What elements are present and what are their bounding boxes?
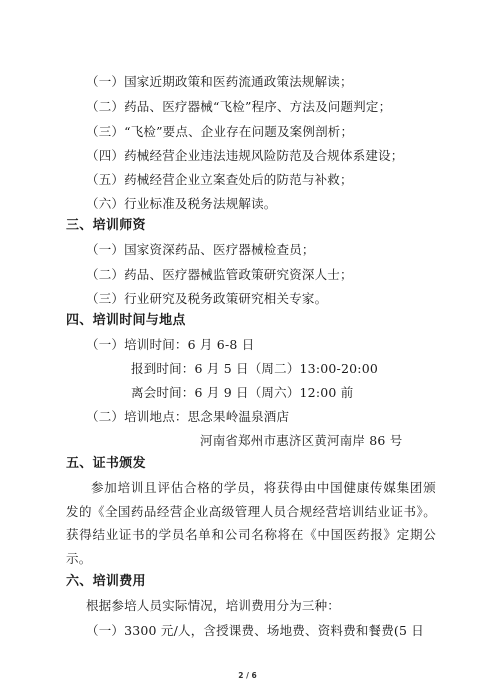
report-time-line: 报到时间：6 月 5 日（周二）13:00-20:00	[131, 361, 378, 376]
teacher-item-1: （一）国家资深药品、医疗器械检查员；	[86, 242, 315, 257]
topic-item-4: （四）药械经营企业违法违规风险防范及合规体系建设；	[86, 148, 404, 163]
teacher-item-3: （三）行业研究及税务政策研究相关专家。	[86, 291, 328, 306]
topic-item-6: （六）行业标准及税务法规解读。	[86, 196, 277, 211]
time-place-heading: 四、培训时间与地点	[66, 313, 186, 328]
training-time-line: （一）培训时间：6 月 6-8 日	[86, 337, 255, 352]
certificate-paragraph: 参加培训且评估合格的学员，将获得由中国健康传媒集团颁发的《全国药品经营企业高级管理人员合规经营培训结业证书》。获得结业证书的学员名单和公司名称将在《中国医药报》定期公示。	[66, 480, 436, 566]
teachers-heading: 三、培训师资	[66, 218, 146, 233]
topic-item-3: （三）“飞检”要点、企业存在问题及案例剖析；	[86, 124, 354, 139]
fees-intro: 根据参培人员实际情况，培训费用分为三种：	[86, 598, 341, 613]
leave-time-line: 离会时间：6 月 9 日（周六）12:00 前	[131, 385, 354, 400]
teacher-item-2: （二）药品、医疗器械监管政策研究资深人士；	[86, 267, 353, 282]
address-line: 河南省郑州市惠济区黄河南岸 86 号	[200, 433, 403, 448]
topic-item-2: （二）药品、医疗器械“飞检”程序、方法及问题判定；	[86, 99, 392, 114]
fees-item-1: （一）3300 元/人，含授课费、场地费、资料费和餐费(5 日	[86, 623, 425, 638]
page-number: 2 / 6	[238, 671, 257, 680]
certificate-heading: 五、证书颁发	[66, 456, 146, 471]
fees-heading: 六、培训费用	[66, 574, 146, 589]
topic-item-1: （一）国家近期政策和医药流通政策法规解读；	[86, 74, 353, 89]
topic-item-5: （五）药械经营企业立案查处后的防范与补救；	[86, 172, 353, 187]
training-place-line: （二）培训地点：思念果岭温泉酒店	[86, 409, 290, 424]
